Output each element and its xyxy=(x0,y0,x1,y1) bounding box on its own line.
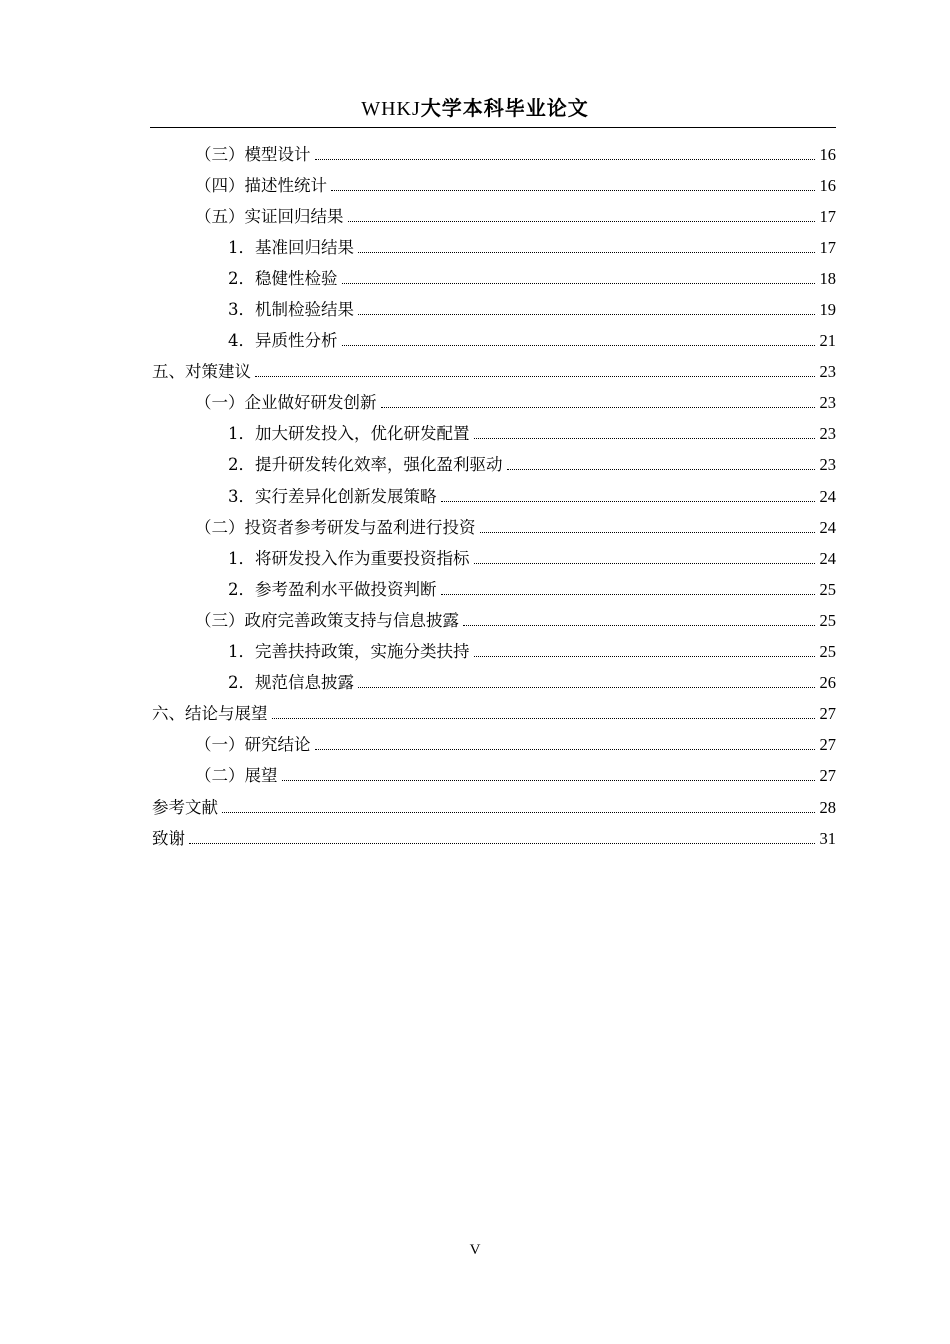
toc-entry[interactable] xyxy=(152,637,836,668)
toc-entry-label: 1．完善扶持政策，实施分类扶持 xyxy=(228,642,470,662)
page-number: V xyxy=(469,1242,481,1258)
toc-dot-leader xyxy=(331,189,815,191)
toc-dot-leader xyxy=(282,779,815,781)
toc-entry[interactable] xyxy=(152,481,836,512)
toc-entry-page: 24 xyxy=(819,486,836,506)
toc-entry-page: 23 xyxy=(819,393,836,413)
toc-entry-label: 六、结论与展望 xyxy=(152,704,268,724)
toc-entry-page: 23 xyxy=(819,455,836,475)
toc-entry[interactable] xyxy=(152,201,836,232)
toc-entry[interactable] xyxy=(152,543,836,574)
toc-dot-leader xyxy=(441,593,815,595)
toc-dot-leader xyxy=(342,344,815,346)
toc-entry-label: （一）研究结论 xyxy=(195,735,311,755)
toc-dot-leader xyxy=(480,531,815,533)
toc-entry-label: 1．基准回归结果 xyxy=(228,237,354,257)
toc-dot-leader xyxy=(255,375,815,377)
toc-dot-leader xyxy=(315,158,815,160)
toc-entry[interactable] xyxy=(152,823,836,854)
toc-entry[interactable] xyxy=(152,419,836,450)
toc-entry-page: 25 xyxy=(819,579,836,599)
toc-entry[interactable] xyxy=(152,388,836,419)
toc-dot-leader xyxy=(441,500,815,502)
toc-entry[interactable] xyxy=(152,761,836,792)
toc-entry-page: 16 xyxy=(819,144,836,164)
toc-entry[interactable] xyxy=(152,512,836,543)
toc-dot-leader xyxy=(342,282,815,284)
toc-entry[interactable] xyxy=(152,730,836,761)
toc-entry-page: 17 xyxy=(819,237,836,257)
toc-entry[interactable] xyxy=(152,357,836,388)
toc-entry-page: 16 xyxy=(819,175,836,195)
toc-entry-page: 23 xyxy=(819,362,836,382)
toc-dot-leader xyxy=(272,717,815,719)
toc-entry[interactable] xyxy=(152,574,836,605)
toc-entry-label: 2．参考盈利水平做投资判断 xyxy=(228,579,437,599)
toc-entry[interactable] xyxy=(152,294,836,325)
toc-entry[interactable] xyxy=(152,170,836,201)
toc-entry-label: （二）展望 xyxy=(195,766,278,786)
toc-entry-page: 27 xyxy=(819,735,836,755)
toc-entry-label: 2．稳健性检验 xyxy=(228,268,338,288)
toc-entry-label: 1．加大研发投入，优化研发配置 xyxy=(228,424,470,444)
toc-entry-page: 21 xyxy=(819,331,836,351)
toc-entry[interactable] xyxy=(152,263,836,294)
toc-dot-leader xyxy=(348,220,815,222)
toc-dot-leader xyxy=(463,624,815,626)
toc-entry[interactable] xyxy=(152,450,836,481)
toc-entry-page: 25 xyxy=(819,610,836,630)
running-header xyxy=(0,94,950,123)
toc-entry-label: 1．将研发投入作为重要投资指标 xyxy=(228,548,470,568)
toc-entry-label: 4．异质性分析 xyxy=(228,331,338,351)
toc-entry-page: 27 xyxy=(819,766,836,786)
toc-entry-label: （三）政府完善政策支持与信息披露 xyxy=(195,610,459,630)
toc-entry-label: 2．规范信息披露 xyxy=(228,673,354,693)
toc-dot-leader xyxy=(474,437,815,439)
toc-entry-page: 18 xyxy=(819,268,836,288)
toc-entry-page: 25 xyxy=(819,642,836,662)
toc-entry-label: 致谢 xyxy=(152,828,185,848)
toc-entry[interactable] xyxy=(152,605,836,636)
toc-entry-page: 19 xyxy=(819,300,836,320)
toc-entry[interactable] xyxy=(152,668,836,699)
toc-entry[interactable] xyxy=(152,139,836,170)
toc-entry-page: 28 xyxy=(819,797,836,817)
toc-entry-page: 24 xyxy=(819,517,836,537)
toc-dot-leader xyxy=(381,406,815,408)
header-latin: WHKJ xyxy=(361,98,421,120)
toc-entry-label: 3．机制检验结果 xyxy=(228,300,354,320)
toc-entry-label: （四）描述性统计 xyxy=(195,175,327,195)
toc-entry[interactable] xyxy=(152,699,836,730)
toc-entry-page: 27 xyxy=(819,704,836,724)
toc-entry-page: 31 xyxy=(819,828,836,848)
toc-entry-label: （三）模型设计 xyxy=(195,144,311,164)
header-rule xyxy=(150,127,836,128)
toc-dot-leader xyxy=(474,655,815,657)
toc-entry-page: 17 xyxy=(819,206,836,226)
toc-entry-label: （一）企业做好研发创新 xyxy=(195,393,377,413)
toc-entry-page: 24 xyxy=(819,548,836,568)
toc-dot-leader xyxy=(507,468,815,470)
toc-entry[interactable] xyxy=(152,792,836,823)
toc-dot-leader xyxy=(358,313,815,315)
header-title: 大学本科毕业论文 xyxy=(420,96,589,120)
toc-entry[interactable] xyxy=(152,326,836,357)
toc-dot-leader xyxy=(358,251,815,253)
toc-dot-leader xyxy=(315,748,815,750)
toc-entry-label: （二）投资者参考研发与盈利进行投资 xyxy=(195,517,476,537)
toc-entry-label: 参考文献 xyxy=(152,797,218,817)
toc-entry-label: 3．实行差异化创新发展策略 xyxy=(228,486,437,506)
toc-entry-page: 23 xyxy=(819,424,836,444)
toc-dot-leader xyxy=(474,562,815,564)
toc-entry-label: 2．提升研发转化效率，强化盈利驱动 xyxy=(228,455,503,475)
toc-dot-leader xyxy=(189,842,815,844)
toc-entry-page: 26 xyxy=(819,673,836,693)
table-of-contents xyxy=(152,139,836,854)
toc-entry-label: （五）实证回归结果 xyxy=(195,206,344,226)
toc-dot-leader xyxy=(358,686,815,688)
toc-entry-label: 五、对策建议 xyxy=(152,362,251,382)
toc-entry[interactable] xyxy=(152,232,836,263)
toc-dot-leader xyxy=(222,811,815,813)
